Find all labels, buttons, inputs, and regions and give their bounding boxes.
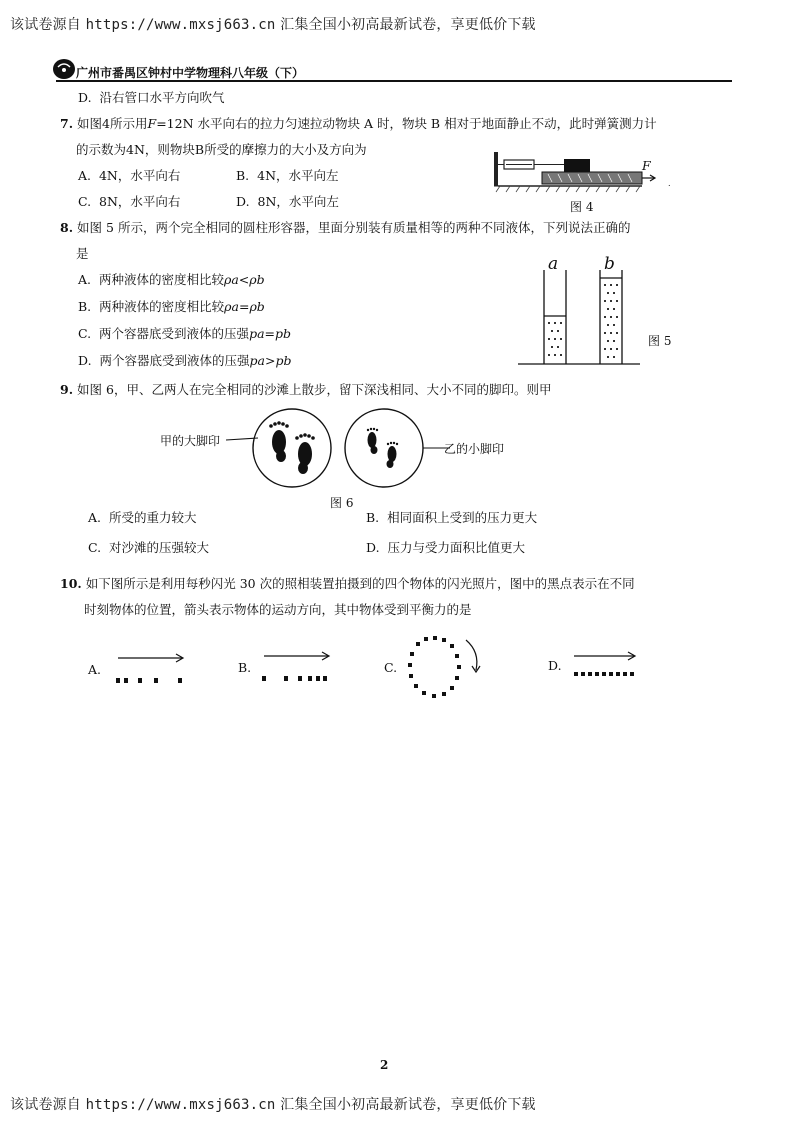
figure-4-force-label: F bbox=[642, 158, 651, 173]
header-title: 广州市番禺区钟村中学物理科八年级（下） bbox=[76, 66, 305, 80]
q9-stem-line1: 9. 如图 6，甲、乙两人在完全相同的沙滩上散步，留下深浅相同、大小不同的脚印。则甲 bbox=[60, 382, 552, 397]
watermark-url-link[interactable]: https://www.mxsj663.cn bbox=[85, 17, 276, 33]
q10-option-b-diagram bbox=[258, 648, 338, 692]
figure-6-diagram bbox=[226, 404, 452, 498]
page-number: 2 bbox=[380, 1058, 389, 1072]
watermark-suffix: 汇集全国小初高最新试卷，享更低价下载 bbox=[280, 1097, 536, 1113]
q10-option-a-diagram bbox=[112, 650, 192, 694]
bottom-watermark bbox=[10, 1094, 536, 1114]
header-rule bbox=[56, 80, 732, 82]
q8-option-a[interactable]: A. 两种液体的密度相比较ρa<ρb bbox=[78, 272, 265, 287]
q7-stem-line1: 7. 如图4所示用F=12N 水平向右的拉力匀速拉动物块 A 时，物块 B 相对于地面静止不动，此时弹簧测力计 bbox=[60, 116, 657, 131]
q7-option-c[interactable]: C. 8N，水平向右 bbox=[78, 194, 181, 209]
q8-option-b[interactable]: B. 两种液体的密度相比较ρa=ρb bbox=[78, 299, 265, 314]
q10-option-c-label[interactable]: C. bbox=[384, 660, 398, 675]
q10-option-c-diagram bbox=[400, 632, 490, 712]
top-watermark bbox=[10, 14, 536, 34]
q7-option-b[interactable]: B. 4N，水平向左 bbox=[236, 168, 339, 183]
q10-number: 10. bbox=[60, 576, 82, 591]
q10-option-b-label[interactable]: B. bbox=[238, 660, 252, 675]
q10-option-a-label[interactable]: A. bbox=[88, 662, 102, 677]
figure-5-diagram bbox=[516, 256, 646, 374]
watermark-url-link[interactable]: https://www.mxsj663.cn bbox=[85, 1097, 276, 1113]
prev-option-d: D. 沿右管口水平方向吹气 bbox=[78, 90, 225, 105]
q9-number: 9. bbox=[60, 382, 74, 397]
figure-5-label-b: b bbox=[604, 254, 615, 274]
figure-5-caption: 图 5 bbox=[648, 334, 672, 348]
q7-stem-line2: 的示数为4N，则物块B所受的摩擦力的大小及方向为 bbox=[76, 142, 367, 157]
watermark-prefix: 该试卷源自 bbox=[10, 1097, 81, 1113]
q10-stem-line1: 10. 如下图所示是利用每秒闪光 30 次的照相装置拍摄到的四个物体的闪光照片，图中的黑点表示在不同 bbox=[60, 576, 635, 591]
q8-stem-line2: 是 bbox=[76, 246, 89, 261]
q9-option-c[interactable]: C. 对沙滩的压强较大 bbox=[88, 540, 210, 555]
watermark-prefix: 该试卷源自 bbox=[10, 17, 81, 33]
q7-option-d[interactable]: D. 8N，水平向左 bbox=[236, 194, 339, 209]
q9-option-a[interactable]: A. 所受的重力较大 bbox=[88, 510, 197, 525]
figure-6-label-big: 甲的大脚印 bbox=[160, 434, 221, 448]
q8-option-c[interactable]: C. 两个容器底受到液体的压强pa=pb bbox=[78, 326, 292, 341]
q8-option-d[interactable]: D. 两个容器底受到液体的压强pa>pb bbox=[78, 353, 292, 368]
figure-6-caption: 图 6 bbox=[330, 496, 354, 510]
watermark-suffix: 汇集全国小初高最新试卷，享更低价下载 bbox=[280, 17, 536, 33]
svg-text:.: . bbox=[668, 179, 671, 188]
figure-5-label-a: a bbox=[548, 254, 559, 274]
q9-option-b[interactable]: B. 相同面积上受到的压力更大 bbox=[366, 510, 538, 525]
figure-4-caption: 图 4 bbox=[570, 200, 594, 214]
q10-option-d-diagram bbox=[568, 646, 648, 690]
q8-number: 8. bbox=[60, 220, 74, 235]
q7-option-a[interactable]: A. 4N，水平向右 bbox=[78, 168, 181, 183]
q10-stem-line2: 时刻物体的位置，箭头表示物体的运动方向，其中物体受到平衡力的是 bbox=[84, 602, 472, 617]
q10-option-d-label[interactable]: D. bbox=[548, 658, 562, 673]
q7-number: 7. bbox=[60, 116, 74, 131]
q9-option-d[interactable]: D. 压力与受力面积比值更大 bbox=[366, 540, 526, 555]
q8-stem-line1: 8. 如图 5 所示，两个完全相同的圆柱形容器，里面分别装有质量相等的两种不同液体，下列说法正确的 bbox=[60, 220, 631, 235]
figure-6-label-small: 乙的小脚印 bbox=[444, 442, 505, 456]
